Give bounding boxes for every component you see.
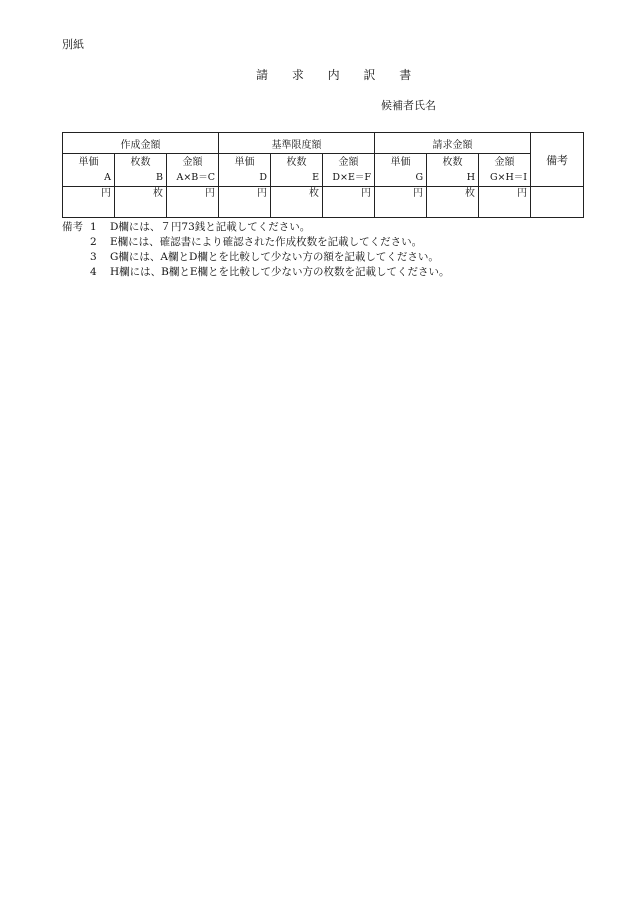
column-header-g — [375, 154, 427, 187]
column-code: E — [312, 172, 320, 183]
group-header-claim-amount: 請求金額 — [375, 133, 531, 154]
entry-row — [63, 187, 584, 218]
note-number: 1 — [90, 221, 97, 233]
claim-breakdown-table — [62, 132, 584, 218]
note-number: 2 — [90, 236, 97, 248]
entry-cell-h[interactable]: 枚 — [427, 187, 479, 218]
column-code: D — [259, 172, 268, 183]
entry-cell-e[interactable]: 枚 — [271, 187, 323, 218]
column-header-f — [323, 154, 375, 187]
column-header-c — [167, 154, 219, 187]
note-text: E欄には、確認書により確認された作成枚数を記載してください。 — [110, 236, 423, 248]
note-text: D欄には、７円73銭と記載してください。 — [110, 221, 311, 233]
note-number: 3 — [90, 251, 97, 263]
entry-cell-g[interactable]: 円 — [375, 187, 427, 218]
column-name: 単価 — [390, 157, 411, 168]
column-header-e — [271, 154, 323, 187]
notes-label: 備考 — [62, 221, 83, 233]
entry-cell-a[interactable]: 円 — [63, 187, 115, 218]
column-header-d — [219, 154, 271, 187]
column-code: D×E＝F — [332, 172, 372, 183]
note-item — [62, 235, 450, 250]
column-name: 枚数 — [130, 157, 151, 168]
note-item — [62, 265, 450, 280]
note-item — [62, 220, 450, 235]
remarks-header: 備考 — [531, 133, 584, 187]
column-header-h — [427, 154, 479, 187]
attachment-label: 別紙 — [62, 38, 84, 51]
note-text: G欄には、A欄とD欄とを比較して少ない方の額を記載してください。 — [110, 251, 439, 263]
column-code: G — [415, 172, 424, 183]
column-name: 枚数 — [286, 157, 307, 168]
entry-cell-d[interactable]: 円 — [219, 187, 271, 218]
group-header-standard-limit: 基準限度額 — [219, 133, 375, 154]
column-name: 単価 — [234, 157, 255, 168]
column-code: A×B＝C — [176, 172, 216, 183]
column-name: 金額 — [494, 157, 515, 168]
column-header-row — [63, 154, 584, 187]
note-text: H欄には、B欄とE欄とを比較して少ない方の枚数を記載してください。 — [110, 266, 450, 278]
notes-section — [62, 220, 450, 280]
group-header-created-amount: 作成金額 — [63, 133, 219, 154]
candidate-name-label: 候補者氏名 — [381, 99, 436, 112]
entry-cell-b[interactable]: 枚 — [115, 187, 167, 218]
column-code: H — [466, 172, 476, 183]
column-name: 金額 — [338, 157, 359, 168]
column-header-a — [63, 154, 115, 187]
entry-cell-f[interactable]: 円 — [323, 187, 375, 218]
column-name: 枚数 — [442, 157, 463, 168]
note-number: 4 — [90, 266, 97, 278]
entry-cell-i[interactable]: 円 — [479, 187, 531, 218]
column-name: 単価 — [78, 157, 99, 168]
column-code: B — [156, 172, 163, 183]
column-header-b — [115, 154, 167, 187]
column-header-i — [479, 154, 531, 187]
column-name: 金額 — [182, 157, 203, 168]
entry-cell-remarks[interactable] — [531, 187, 584, 218]
group-header-row — [63, 133, 584, 154]
column-code: G×H＝I — [489, 172, 528, 183]
column-code: A — [104, 172, 111, 183]
note-item — [62, 250, 450, 265]
entry-cell-c[interactable]: 円 — [167, 187, 219, 218]
document-title: 請 求 内 訳 書 — [256, 68, 422, 82]
